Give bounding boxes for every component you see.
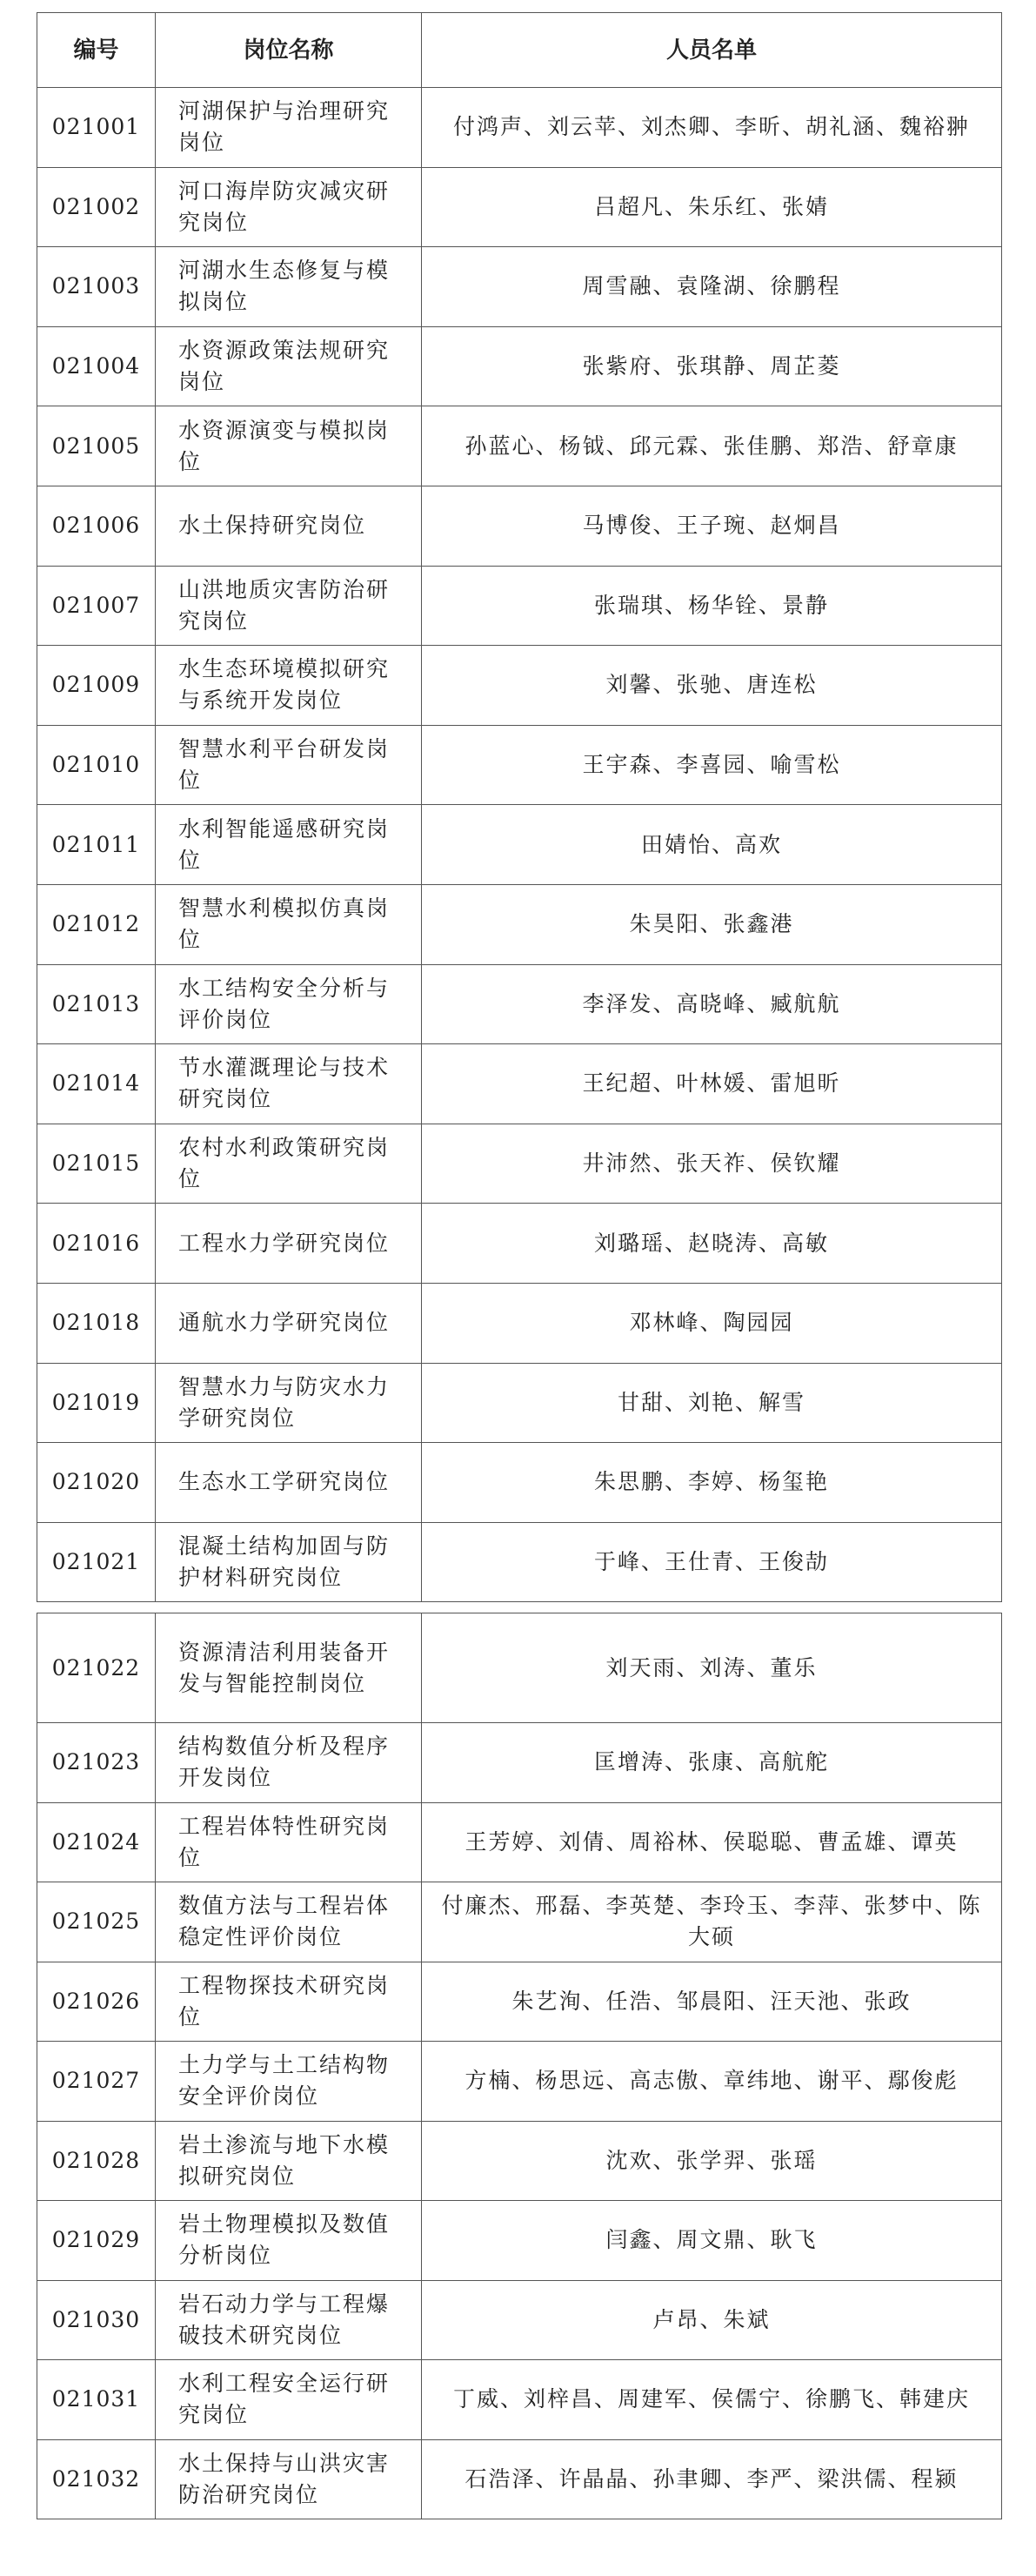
people-list: 刘馨、张驰、唐连松: [422, 646, 1002, 726]
post-name-text: 智慧水利平台研发岗位: [178, 736, 391, 794]
people-list: 匡增涛、张康、高航舵: [422, 1723, 1002, 1803]
table-row: [37, 1882, 1002, 1962]
table-row: [37, 884, 1002, 964]
post-name: [156, 964, 422, 1044]
post-name-text: 水土保持与山洪灾害防治研究岗位: [178, 2450, 391, 2507]
personnel-table-part1: [37, 12, 1002, 1602]
people-list: 甘甜、刘艳、解雪: [422, 1363, 1002, 1443]
people-list: 田婧怡、高欢: [422, 805, 1002, 885]
table-row: [37, 2280, 1002, 2360]
post-code: 021030: [37, 2280, 156, 2360]
post-name-text: 水资源演变与模拟岗位: [178, 417, 391, 474]
post-code: 021020: [37, 1443, 156, 1523]
post-name-text: 岩土物理模拟及数值分析岗位: [178, 2211, 391, 2269]
post-code: 021014: [37, 1044, 156, 1124]
post-name-text: 水利智能遥感研究岗位: [178, 815, 391, 873]
table-row: [37, 486, 1002, 566]
post-code: 021019: [37, 1363, 156, 1443]
post-name-text: 岩石动力学与工程爆破技术研究岗位: [178, 2291, 391, 2348]
post-name-text: 节水灌溉理论与技术研究岗位: [178, 1055, 391, 1112]
post-name: [156, 88, 422, 168]
post-name: [156, 2201, 422, 2281]
table-row: [37, 2201, 1002, 2281]
post-code: 021027: [37, 2042, 156, 2122]
post-name: [156, 1204, 422, 1284]
post-name: [156, 1443, 422, 1523]
table-row: [37, 964, 1002, 1044]
post-code: 021023: [37, 1723, 156, 1803]
header-people: 人员名单: [422, 13, 1002, 88]
post-code: 021032: [37, 2439, 156, 2519]
post-name: [156, 1363, 422, 1443]
table-header-row: [37, 13, 1002, 88]
post-name-text: 水土保持研究岗位: [178, 513, 367, 539]
post-code: 021015: [37, 1124, 156, 1204]
post-name: [156, 884, 422, 964]
people-list: 张紫府、张琪静、周芷菱: [422, 326, 1002, 406]
post-code: 021026: [37, 1962, 156, 2042]
people-list: 马博俊、王子琬、赵炯昌: [422, 486, 1002, 566]
people-list: 李泽发、高晓峰、臧航航: [422, 964, 1002, 1044]
post-code: 021006: [37, 486, 156, 566]
post-name-text: 山洪地质灾害防治研究岗位: [178, 576, 391, 634]
post-code: 021002: [37, 167, 156, 247]
table-row: [37, 406, 1002, 486]
post-code: 021004: [37, 326, 156, 406]
post-name: [156, 1723, 422, 1803]
header-post: 岗位名称: [156, 13, 422, 88]
table-row: [37, 2360, 1002, 2440]
post-name: [156, 326, 422, 406]
post-code: 021024: [37, 1802, 156, 1882]
post-name: [156, 406, 422, 486]
post-name-text: 结构数值分析及程序开发岗位: [178, 1734, 391, 1791]
post-name: [156, 1613, 422, 1723]
post-name: [156, 1283, 422, 1363]
table-row: [37, 2121, 1002, 2201]
post-name: [156, 1522, 422, 1602]
table-row: [37, 566, 1002, 646]
table-row: [37, 805, 1002, 885]
post-name: [156, 1962, 422, 2042]
people-list: 卢昂、朱斌: [422, 2280, 1002, 2360]
table-row: [37, 1443, 1002, 1523]
post-code: 021011: [37, 805, 156, 885]
table-row: [37, 1522, 1002, 1602]
table-row: [37, 326, 1002, 406]
post-code: 021012: [37, 884, 156, 964]
post-name-text: 生态水工学研究岗位: [178, 1469, 391, 1495]
table-row: [37, 725, 1002, 805]
post-code: 021031: [37, 2360, 156, 2440]
post-name: [156, 2121, 422, 2201]
people-list: 朱思鹏、李婷、杨玺艳: [422, 1443, 1002, 1523]
people-list: 丁威、刘梓昌、周建军、侯儒宁、徐鹏飞、韩建庆: [422, 2360, 1002, 2440]
people-list: 邓林峰、陶园园: [422, 1283, 1002, 1363]
people-list: 周雪融、袁隆湖、徐鹏程: [422, 247, 1002, 327]
table-row: [37, 2439, 1002, 2519]
post-code: 021018: [37, 1283, 156, 1363]
table-row: [37, 1204, 1002, 1284]
table-row: [37, 2042, 1002, 2122]
post-name-text: 工程岩体特性研究岗位: [178, 1813, 391, 1870]
post-name-text: 数值方法与工程岩体稳定性评价岗位: [178, 1893, 391, 1950]
post-code: 021005: [37, 406, 156, 486]
post-name: [156, 2280, 422, 2360]
table-row: [37, 1613, 1002, 1723]
people-list: 王芳婷、刘倩、周裕林、侯聪聪、曹孟雄、谭英: [422, 1802, 1002, 1882]
post-code: 021016: [37, 1204, 156, 1284]
post-name-text: 水利工程安全运行研究岗位: [178, 2371, 391, 2428]
people-list: 孙蓝心、杨钺、邱元霖、张佳鹏、郑浩、舒章康: [422, 406, 1002, 486]
post-code: 021022: [37, 1613, 156, 1723]
post-code: 021003: [37, 247, 156, 327]
post-code: 021021: [37, 1522, 156, 1602]
post-code: 021029: [37, 2201, 156, 2281]
post-name: [156, 1044, 422, 1124]
people-list: 刘天雨、刘涛、董乐: [422, 1613, 1002, 1723]
people-list: 沈欢、张学羿、张瑶: [422, 2121, 1002, 2201]
post-code: 021013: [37, 964, 156, 1044]
post-name-text: 智慧水力与防灾水力学研究岗位: [178, 1373, 391, 1431]
post-code: 021028: [37, 2121, 156, 2201]
table-row: [37, 1363, 1002, 1443]
post-name: [156, 1124, 422, 1204]
table-row: [37, 1962, 1002, 2042]
post-name-text: 河湖水生态修复与模拟岗位: [178, 258, 391, 315]
post-name: [156, 725, 422, 805]
table-row: [37, 1723, 1002, 1803]
post-name-text: 河口海岸防灾减灾研究岗位: [178, 178, 391, 235]
people-list: 王纪超、叶林媛、雷旭昕: [422, 1044, 1002, 1124]
people-list: 刘璐瑶、赵晓涛、高敏: [422, 1204, 1002, 1284]
post-name-text: 岩土渗流与地下水模拟研究岗位: [178, 2131, 391, 2189]
table-row: [37, 88, 1002, 168]
people-list: 方楠、杨思远、高志傲、章纬地、谢平、鄢俊彪: [422, 2042, 1002, 2122]
personnel-table-part2: [37, 1613, 1002, 2519]
table-row: [37, 1124, 1002, 1204]
post-name-text: 工程水力学研究岗位: [178, 1230, 391, 1256]
post-code: 021009: [37, 646, 156, 726]
table-row: [37, 1283, 1002, 1363]
people-list: 朱艺洵、任浩、邹晨阳、汪天池、张政: [422, 1962, 1002, 2042]
post-name-text: 工程物探技术研究岗位: [178, 1972, 391, 2029]
post-name-text: 水工结构安全分析与评价岗位: [178, 975, 391, 1032]
post-name-text: 资源清洁利用装备开发与智能控制岗位: [178, 1639, 391, 1696]
post-name-text: 水生态环境模拟研究与系统开发岗位: [178, 656, 391, 714]
post-code: 021010: [37, 725, 156, 805]
post-name-text: 土力学与土工结构物安全评价岗位: [178, 2052, 391, 2110]
people-list: 付廉杰、邢磊、李英楚、李玲玉、李萍、张梦中、陈大硕: [422, 1882, 1002, 1962]
people-list: 井沛然、张天祚、侯钦耀: [422, 1124, 1002, 1204]
people-list: 王宇森、李喜园、喻雪松: [422, 725, 1002, 805]
people-list: 于峰、王仕青、王俊劼: [422, 1522, 1002, 1602]
post-name-text: 智慧水利模拟仿真岗位: [178, 896, 391, 953]
post-name: [156, 1802, 422, 1882]
post-name: [156, 486, 422, 566]
table-row: [37, 167, 1002, 247]
post-name: [156, 2360, 422, 2440]
post-name-text: 农村水利政策研究岗位: [178, 1135, 391, 1192]
people-list: 吕超凡、朱乐红、张婧: [422, 167, 1002, 247]
post-name-text: 混凝土结构加固与防护材料研究岗位: [178, 1533, 391, 1590]
people-list: 闫鑫、周文鼎、耿飞: [422, 2201, 1002, 2281]
people-list: 付鸿声、刘云苹、刘杰卿、李昕、胡礼涵、魏裕翀: [422, 88, 1002, 168]
table-row: [37, 646, 1002, 726]
table-row: [37, 247, 1002, 327]
post-name: [156, 646, 422, 726]
header-code: 编号: [37, 13, 156, 88]
post-code: 021025: [37, 1882, 156, 1962]
post-code: 021007: [37, 566, 156, 646]
post-name-text: 水资源政策法规研究岗位: [178, 338, 391, 395]
post-name: [156, 1882, 422, 1962]
people-list: 朱昊阳、张鑫港: [422, 884, 1002, 964]
post-name: [156, 2439, 422, 2519]
post-name: [156, 2042, 422, 2122]
post-code: 021001: [37, 88, 156, 168]
table-row: [37, 1802, 1002, 1882]
post-name-text: 通航水力学研究岗位: [178, 1310, 391, 1336]
post-name: [156, 566, 422, 646]
post-name: [156, 805, 422, 885]
post-name: [156, 167, 422, 247]
people-list: 石浩泽、许晶晶、孙聿卿、李严、梁洪儒、程颍: [422, 2439, 1002, 2519]
people-list: 张瑞琪、杨华铨、景静: [422, 566, 1002, 646]
post-name-text: 河湖保护与治理研究岗位: [178, 98, 391, 156]
post-name: [156, 247, 422, 327]
table-row: [37, 1044, 1002, 1124]
